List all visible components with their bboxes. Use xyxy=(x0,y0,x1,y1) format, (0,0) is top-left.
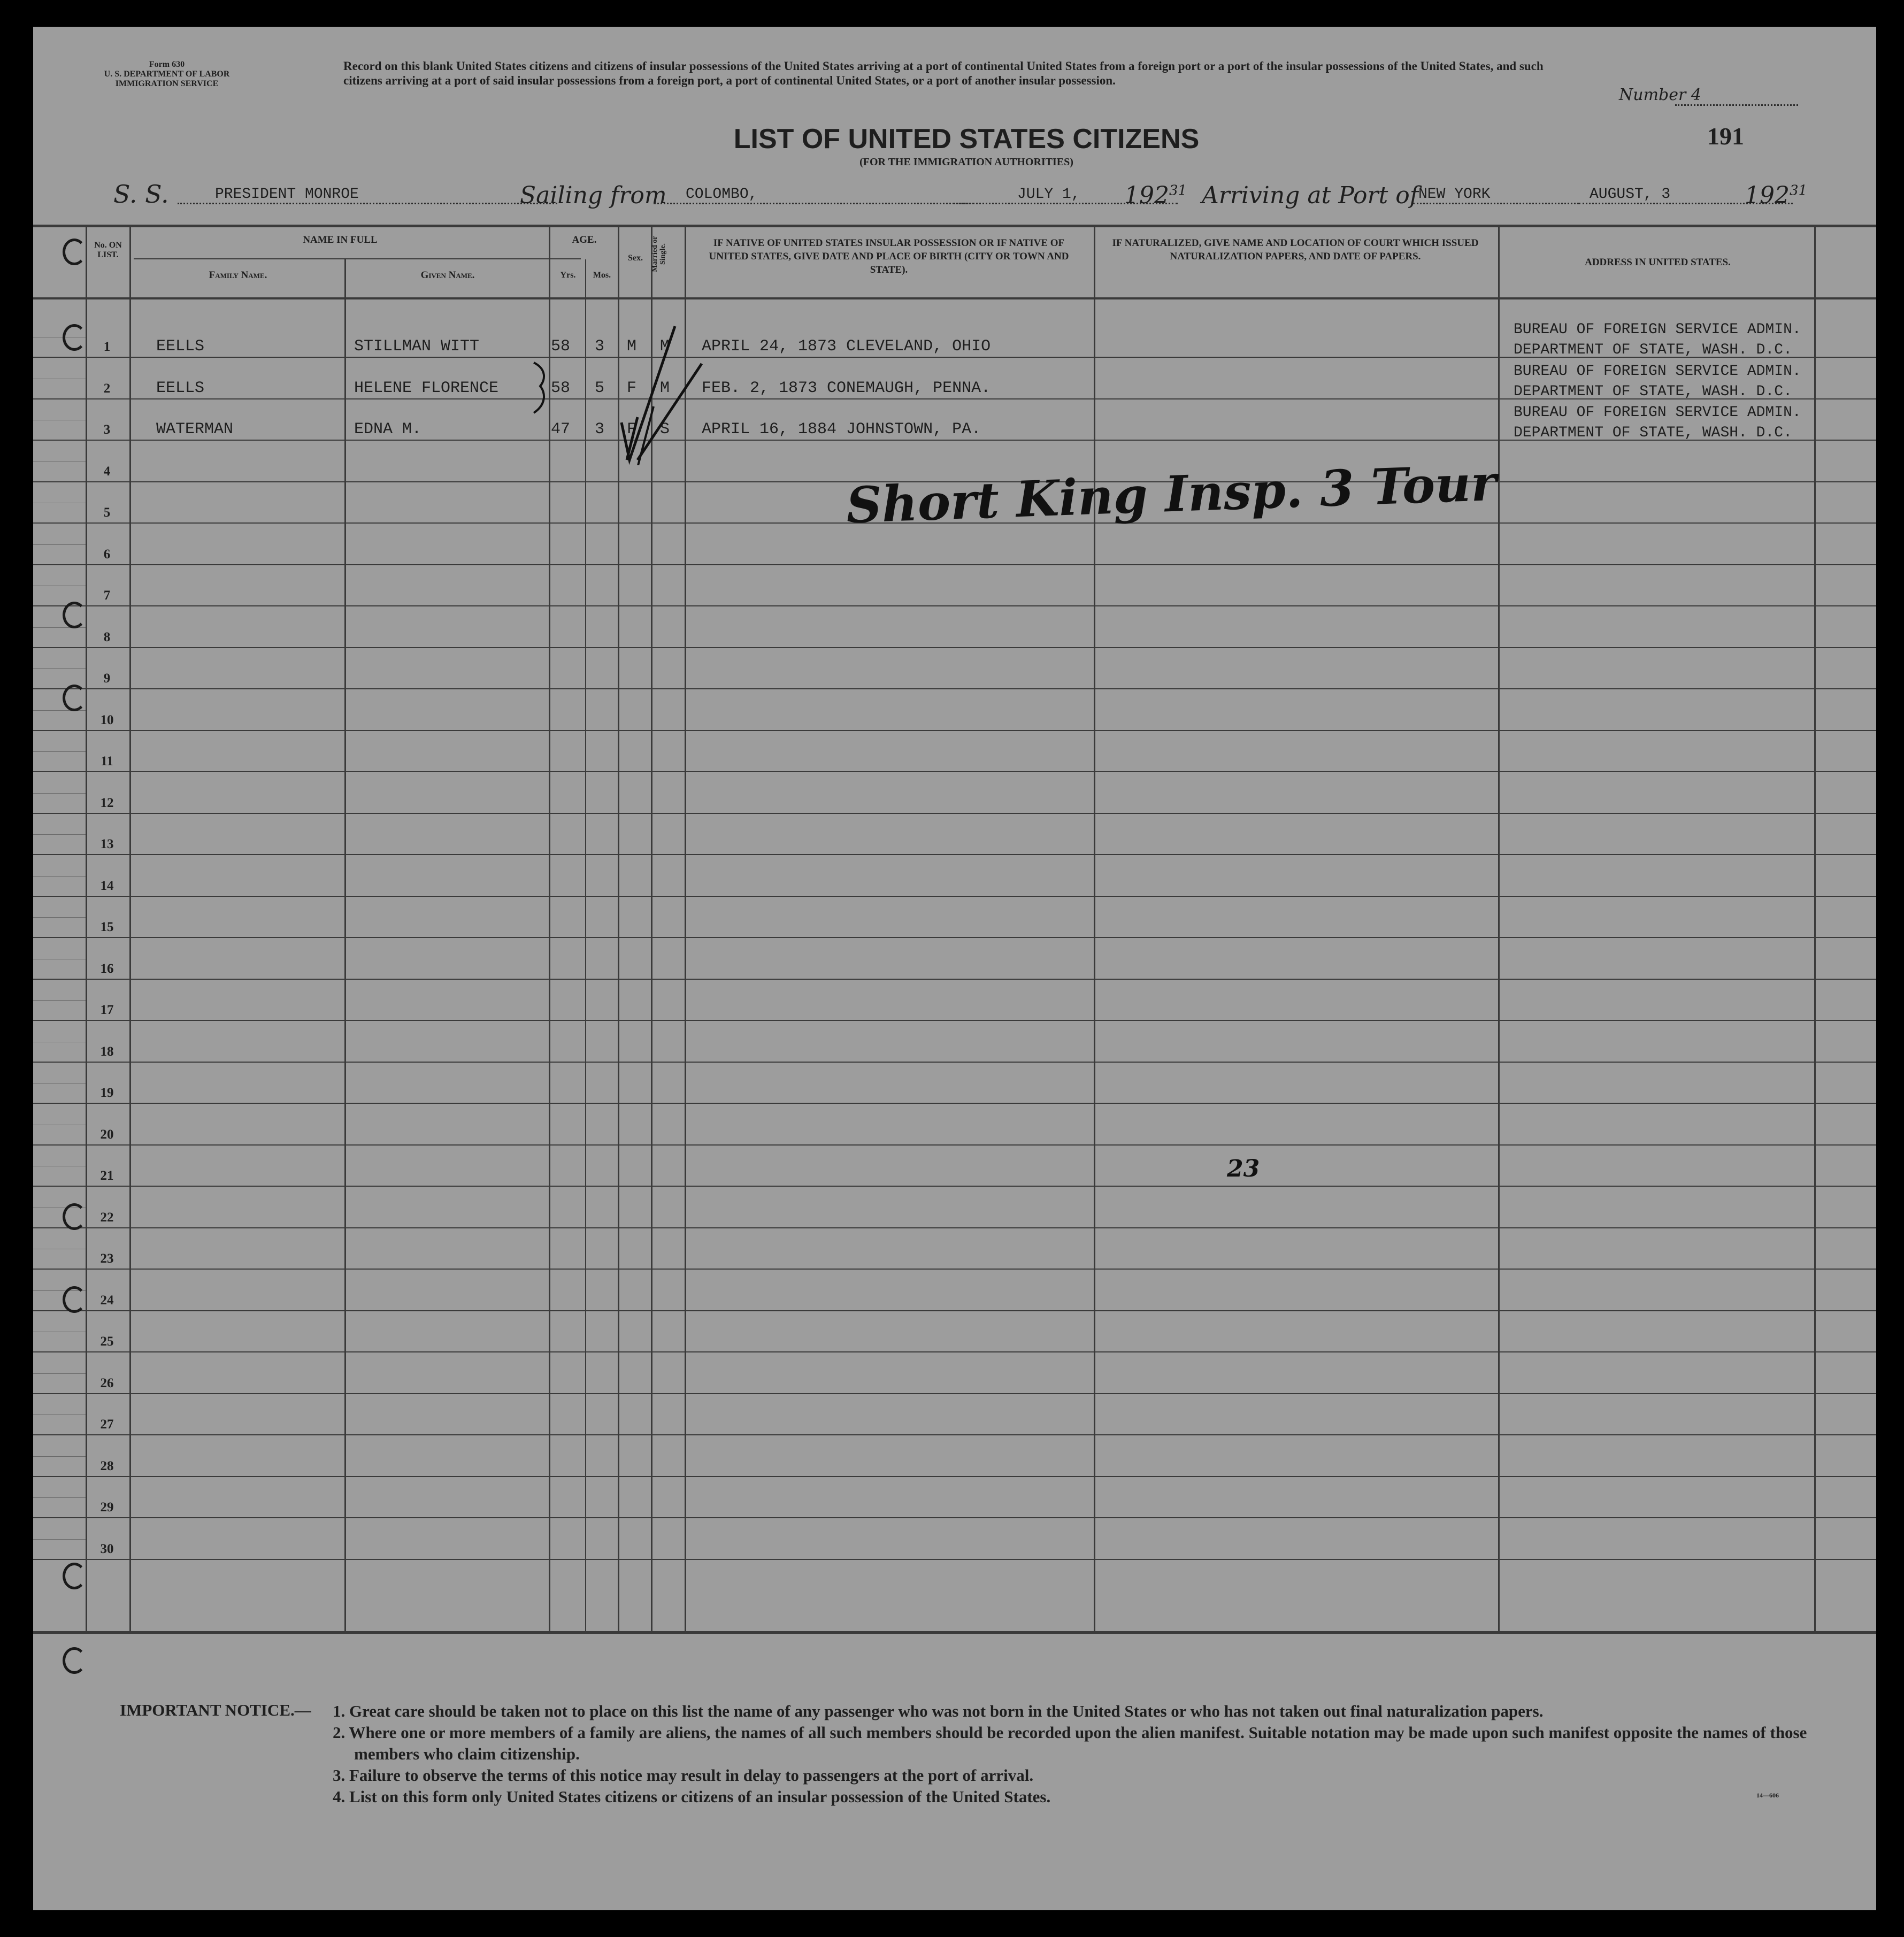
stamp-number: 191 xyxy=(1707,122,1744,150)
row-number: 20 xyxy=(100,1127,114,1142)
row-divider xyxy=(33,1434,1876,1435)
passenger-birth: APRIL 16, 1884 JOHNSTOWN, PA. xyxy=(702,420,981,439)
row-divider xyxy=(33,979,1876,980)
row-divider xyxy=(33,1186,1876,1187)
row-number: 22 xyxy=(100,1210,114,1225)
row-number: 28 xyxy=(100,1459,114,1473)
passenger-marital-status: S xyxy=(660,420,670,439)
header-naturalized: IF NATURALIZED, GIVE NAME AND LOCATION OF COURT WHICH ISSUED NATURALIZATION PAPERS, AND DATE OF PAPERS. xyxy=(1112,237,1479,262)
ship-name: PRESIDENT MONROE xyxy=(178,186,557,204)
row-number: 3 xyxy=(103,422,111,437)
page-subtitle: (FOR THE IMMIGRATION AUTHORITIES) xyxy=(859,156,1073,168)
row-sub-divider xyxy=(33,917,86,918)
checkmarks-icon xyxy=(589,305,712,465)
header-yrs: Yrs. xyxy=(560,271,576,280)
row-sub-divider xyxy=(33,751,86,752)
row-number: 11 xyxy=(101,754,113,768)
year-1 xyxy=(1124,182,1187,209)
row-number: 2 xyxy=(103,381,111,396)
table-bottom-border xyxy=(33,1631,1876,1634)
printer-code: 14—606 xyxy=(1756,1792,1779,1799)
sailing-port: COLOMBO, xyxy=(654,186,974,204)
row-divider xyxy=(33,564,1876,565)
row-number: 16 xyxy=(100,962,114,976)
row-number: 14 xyxy=(100,879,114,893)
row-number: 6 xyxy=(103,547,111,562)
passenger-address: DEPARTMENT OF STATE, WASH. D.C. xyxy=(1514,342,1792,358)
year-2 xyxy=(1745,182,1807,209)
notice-item: 4. List on this form only United States citizens or citizens of an insular possession of the United States. xyxy=(333,1787,1051,1806)
passenger-marital-status: M xyxy=(660,379,670,397)
row-divider xyxy=(33,1351,1876,1352)
col-line-given xyxy=(344,259,346,1632)
passenger-given-name: HELENE FLORENCE xyxy=(354,379,499,397)
col-line-address xyxy=(1498,226,1500,1632)
row-divider xyxy=(33,1476,1876,1477)
row-number: 17 xyxy=(100,1003,114,1017)
header-married-single: Married or Single. xyxy=(651,236,667,272)
row-sub-divider xyxy=(33,793,86,794)
instruction-text: Record on this blank United States citizens and citizens of insular possessions of the United States arriving at a port of continental United States from a foreign port or a port of the insular possessions of the United States, and such citizens arriving at a port of said insular possessions from a foreign port, a port of continental United States, or a port of another insular possession. xyxy=(343,59,1544,87)
passenger-marital-status: M xyxy=(660,337,670,356)
col-line-naturalized xyxy=(1094,226,1095,1632)
row-number: 18 xyxy=(100,1044,114,1059)
row-divider xyxy=(33,647,1876,648)
name-age-subheader-line xyxy=(134,258,581,259)
col-line-family xyxy=(129,226,131,1632)
header-mos: Mos. xyxy=(593,271,611,280)
header-address: ADDRESS IN UNITED STATES. xyxy=(1585,257,1731,268)
passenger-family-name: WATERMAN xyxy=(156,420,234,439)
binder-hole-icon xyxy=(63,1203,86,1230)
year-1-prefix: 192 xyxy=(1124,182,1169,209)
header-name-in-full: NAME IN FULL xyxy=(303,234,378,245)
row-divider xyxy=(33,813,1876,814)
page-title: LIST OF UNITED STATES CITIZENS xyxy=(733,124,1200,155)
passenger-birth: APRIL 24, 1873 CLEVELAND, OHIO xyxy=(702,337,991,356)
header-birth: IF NATIVE OF UNITED STATES INSULAR POSSESSION OR IF NATIVE OF UNITED STATES, GIVE DATE AND PLACE OF BIRTH (CITY OR TOWN AND STATE). xyxy=(709,237,1069,275)
header-sex: Sex. xyxy=(628,253,643,263)
header-given-name: Given Name. xyxy=(420,270,475,281)
notice-label: IMPORTANT NOTICE.— xyxy=(120,1701,311,1719)
passenger-sex: F xyxy=(627,379,637,397)
arrival-port: NEW YORK xyxy=(1413,186,1579,204)
notice-item: 2. Where one or more members of a family are aliens, the names of all such members should be recorded upon the alien manifest. Suitable notation may be made upon such manifest opposite the names of those members who claim citizenship. xyxy=(333,1723,1807,1763)
passenger-birth: FEB. 2, 1873 CONEMAUGH, PENNA. xyxy=(702,379,991,397)
row-number: 12 xyxy=(100,796,114,810)
binder-hole-icon xyxy=(63,602,86,628)
arrival-date: AUGUST, 3 xyxy=(1579,186,1793,204)
header-family-name: Family Name. xyxy=(209,270,267,281)
year-1-suffix: 31 xyxy=(1169,182,1187,199)
passenger-sex: F xyxy=(627,420,637,439)
row-divider xyxy=(33,1310,1876,1311)
row-number: 24 xyxy=(100,1293,114,1308)
row-number: 21 xyxy=(100,1169,114,1183)
row-divider xyxy=(33,688,1876,689)
row-divider xyxy=(33,1103,1876,1104)
binder-hole-icon xyxy=(63,1563,86,1589)
row-divider xyxy=(33,854,1876,855)
row-number: 1 xyxy=(103,340,111,354)
row-number: 23 xyxy=(100,1251,114,1266)
notice-item: 1. Great care should be taken not to place on this list the name of any passenger who was not born in the United States or who has not taken out final naturalization papers. xyxy=(333,1702,1544,1720)
arriving-label: Arriving at Port of xyxy=(1202,182,1419,209)
binder-hole-icon xyxy=(63,1647,86,1674)
sailing-date: JULY 1, xyxy=(953,186,1178,204)
row-sub-divider xyxy=(33,876,86,877)
row-number: 29 xyxy=(100,1500,114,1515)
form-number: Form 630 xyxy=(149,60,185,69)
row-divider xyxy=(33,1393,1876,1394)
row-number: 10 xyxy=(100,713,114,727)
col-line-age xyxy=(549,226,550,1632)
row-number: 7 xyxy=(103,588,111,603)
passenger-age-years: 58 xyxy=(551,379,571,397)
table-top-border xyxy=(33,225,1876,227)
passenger-given-name: STILLMAN WITT xyxy=(354,337,480,356)
passenger-address: BUREAU OF FOREIGN SERVICE ADMIN. xyxy=(1514,404,1801,421)
row-sub-divider xyxy=(33,544,86,545)
row-number: 8 xyxy=(103,630,111,644)
passenger-given-name: EDNA M. xyxy=(354,420,422,439)
number-label: Number xyxy=(1619,86,1686,104)
row-sub-divider xyxy=(33,1373,86,1374)
row-number: 19 xyxy=(100,1086,114,1100)
passenger-family-name: EELLS xyxy=(156,379,205,397)
inspector-signature: Short King Insp. 3 Tour xyxy=(845,453,1498,535)
ss-label: S. S. xyxy=(113,180,169,209)
header-no: No. ON LIST. xyxy=(94,241,122,259)
row-divider xyxy=(33,896,1876,897)
page-mark: 23 xyxy=(1227,1155,1260,1182)
sailing-from-label: Sailing from xyxy=(520,182,667,209)
passenger-age-years: 47 xyxy=(551,420,571,439)
row-divider xyxy=(33,1227,1876,1228)
row-divider xyxy=(33,937,1876,938)
passenger-address: BUREAU OF FOREIGN SERVICE ADMIN. xyxy=(1514,321,1801,338)
passenger-age-months: 5 xyxy=(595,379,605,397)
row-sub-divider xyxy=(33,834,86,835)
row-sub-divider xyxy=(33,668,86,669)
department-name: U. S. DEPARTMENT OF LABOR xyxy=(104,70,230,79)
year-2-suffix: 31 xyxy=(1789,182,1808,199)
row-number: 25 xyxy=(100,1334,114,1349)
row-divider xyxy=(33,1269,1876,1270)
number-value: 4 xyxy=(1675,86,1798,106)
row-divider xyxy=(33,1020,1876,1021)
row-number: 13 xyxy=(100,837,114,851)
notice-list xyxy=(333,1701,1862,1808)
row-number: 30 xyxy=(100,1542,114,1556)
row-divider xyxy=(33,1144,1876,1146)
year-2-prefix: 192 xyxy=(1745,182,1790,209)
passenger-address: DEPARTMENT OF STATE, WASH. D.C. xyxy=(1514,425,1792,441)
row-number: 4 xyxy=(103,464,111,479)
passenger-sex: M xyxy=(627,337,637,356)
passenger-age-months: 3 xyxy=(595,420,605,439)
passenger-address: DEPARTMENT OF STATE, WASH. D.C. xyxy=(1514,383,1792,400)
header-bottom-border xyxy=(33,297,1876,299)
row-divider xyxy=(33,605,1876,606)
col-line-right xyxy=(1814,226,1816,1632)
row-sub-divider xyxy=(33,1497,86,1498)
passenger-address: BUREAU OF FOREIGN SERVICE ADMIN. xyxy=(1514,363,1801,380)
row-divider xyxy=(33,1062,1876,1063)
form-id-block xyxy=(97,60,236,89)
binder-hole-icon xyxy=(63,685,86,711)
row-divider xyxy=(33,1559,1876,1560)
binder-hole-icon xyxy=(63,239,86,265)
row-divider xyxy=(33,730,1876,731)
binder-hole-icon xyxy=(63,1286,86,1313)
passenger-family-name: EELLS xyxy=(156,337,205,356)
row-number: 9 xyxy=(103,671,111,686)
service-name: IMMIGRATION SERVICE xyxy=(115,79,219,88)
row-divider xyxy=(33,771,1876,772)
row-sub-divider xyxy=(33,1000,86,1001)
family-bracket-icon xyxy=(531,358,552,417)
row-number: 27 xyxy=(100,1417,114,1432)
notice-item: 3. Failure to observe the terms of this notice may result in delay to passengers at the port of arrival. xyxy=(333,1766,1034,1785)
row-number: 26 xyxy=(100,1376,114,1390)
binder-hole-icon xyxy=(63,324,86,351)
row-number: 5 xyxy=(103,505,111,520)
passenger-age-months: 3 xyxy=(595,337,605,356)
row-sub-divider xyxy=(33,1539,86,1540)
row-number: 15 xyxy=(100,920,114,934)
row-sub-divider xyxy=(33,1456,86,1457)
manifest-sheet xyxy=(33,27,1876,1910)
passenger-age-years: 58 xyxy=(551,337,571,356)
col-line-mos xyxy=(585,259,586,1632)
row-divider xyxy=(33,1517,1876,1518)
header-age: AGE. xyxy=(572,234,597,245)
